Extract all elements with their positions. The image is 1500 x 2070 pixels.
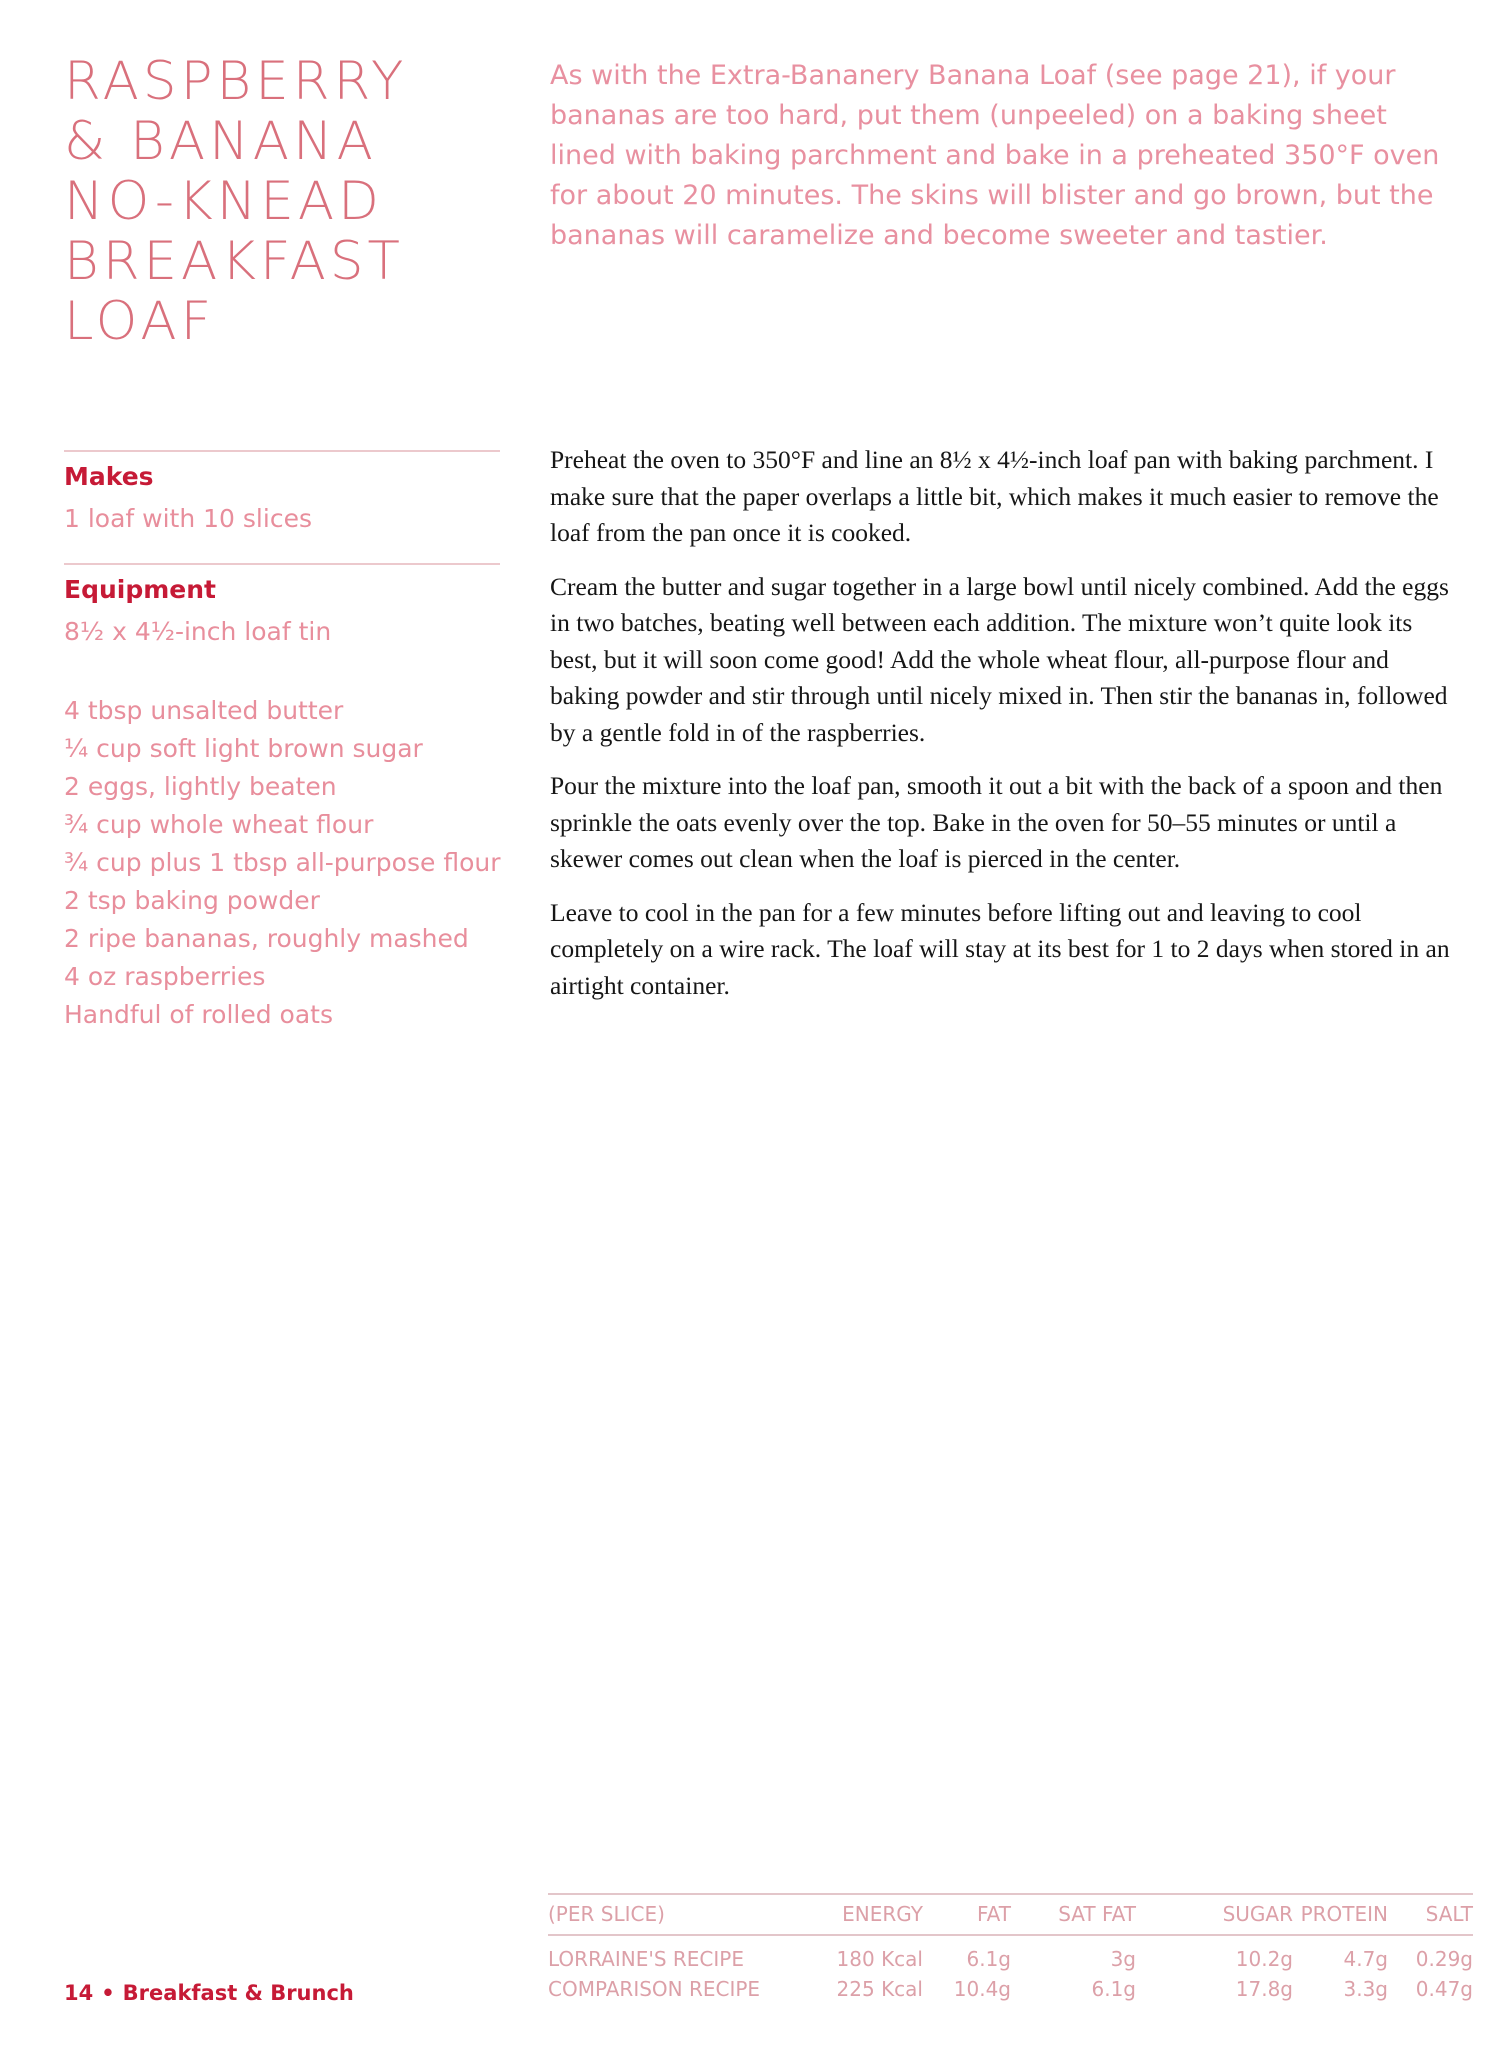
nutrition-row	[548, 1944, 1473, 1974]
ingredient-item: 4 oz raspberries	[64, 962, 266, 991]
title-line: BREAKFAST	[64, 231, 404, 292]
method-paragraph: Leave to cool in the pan for a few minutes before lifting out and leaving to cool completely on a wire rack. The loaf will stay at its best for 1 to 2 days when stored in an airtight container.	[550, 897, 1450, 1000]
ingredient-item: 2 eggs, lightly beaten	[64, 772, 337, 801]
method-paragraph: Cream the butter and sugar together in a large bowl until nicely combined. Add the eggs in two batches, beating well between each addition. The mixture won’t quite look its best, but it will soon come good! Add the whole wheat flour, all-purpose flour and baking powder and stir through until nicely mixed in. Then stir the bananas in, followed by a gentle fold in of the raspberries.	[550, 571, 1449, 747]
nutrition-cell: 10.4g	[953, 1977, 1011, 2001]
footer-separator: •	[101, 1981, 115, 2005]
nutrition-header: (PER SLICE)	[548, 1902, 665, 1926]
nutrition-header: SAT FAT	[1058, 1902, 1136, 1926]
method-paragraph: Pour the mixture into the loaf pan, smooth it out a bit with the back of a spoon and then sprinkle the oats evenly over the top. Bake in the oven for 50–55 minutes or until a skewer comes out clean when the loaf is pierced in the center.	[550, 771, 1443, 873]
nutrition-header: FAT	[976, 1902, 1011, 1926]
nutrition-cell: 4.7g	[1343, 1947, 1388, 1971]
makes-label: Makes	[64, 462, 154, 491]
title-line: NO-KNEAD	[64, 171, 383, 232]
nutrition-cell: 6.1g	[1091, 1977, 1136, 2001]
nutrition-cell: COMPARISON RECIPE	[548, 1977, 761, 2001]
title-line: LOAF	[64, 291, 216, 352]
nutrition-table	[548, 1893, 1473, 2004]
nutrition-divider	[548, 1934, 1473, 1936]
equipment-label: Equipment	[64, 575, 216, 604]
ingredient-item: 2 tsp baking powder	[64, 886, 320, 915]
nutrition-cell: 6.1g	[966, 1947, 1011, 1971]
method-steps	[550, 442, 1460, 1021]
ingredient-item: Handful of rolled oats	[64, 1000, 333, 1029]
nutrition-cell: 180 Kcal	[836, 1947, 923, 1971]
page-number: 14	[64, 1981, 94, 2005]
makes-value: 1 loaf with 10 slices	[64, 504, 312, 533]
section-name: Breakfast & Brunch	[122, 1981, 354, 2005]
title-line: & BANANA	[64, 111, 377, 172]
page-footer	[64, 1981, 354, 2005]
nutrition-cell: 3.3g	[1343, 1977, 1388, 2001]
nutrition-cell: 3g	[1110, 1947, 1136, 1971]
title-line: RASPBERRY	[64, 51, 408, 112]
ingredient-list	[64, 692, 514, 1034]
nutrition-cell: 225 Kcal	[836, 1977, 923, 2001]
nutrition-header-row	[548, 1899, 1473, 1929]
ingredient-item: ¼ cup soft light brown sugar	[64, 734, 423, 763]
nutrition-header: PROTEIN	[1300, 1902, 1388, 1926]
equipment-value: 8½ x 4½-inch loaf tin	[64, 617, 332, 646]
nutrition-cell: 0.29g	[1415, 1947, 1473, 1971]
nutrition-cell: LORRAINE'S RECIPE	[548, 1947, 744, 1971]
ingredient-item: ¾ cup plus 1 tbsp all-purpose flour	[64, 848, 501, 877]
nutrition-cell: 10.2g	[1235, 1947, 1293, 1971]
recipe-title	[64, 52, 484, 352]
sidebar-divider	[64, 450, 500, 452]
nutrition-divider	[548, 1893, 1473, 1895]
ingredient-item: 2 ripe bananas, roughly mashed	[64, 924, 469, 953]
recipe-intro: As with the Extra-Bananery Banana Loaf (see page 21), if your bananas are too hard, put them (unpeeled) on a baking sheet lined with baking parchment and bake in a preheated 350°F oven for about 20 minutes. The skins will blister and go brown, but the bananas will caramelize and become sweeter and tastier.	[550, 60, 1440, 251]
sidebar-divider	[64, 563, 500, 565]
method-paragraph: Preheat the oven to 350°F and line an 8½ x 4½-inch loaf pan with baking parchment. I make sure that the paper overlaps a little bit, which makes it much easier to remove the loaf from the pan once it is cooked.	[550, 445, 1439, 547]
nutrition-cell: 17.8g	[1235, 1977, 1293, 2001]
nutrition-cell: 0.47g	[1415, 1977, 1473, 2001]
ingredient-item: ¾ cup whole wheat flour	[64, 810, 374, 839]
nutrition-header: ENERGY	[842, 1902, 923, 1926]
nutrition-header: SALT	[1425, 1902, 1473, 1926]
nutrition-row	[548, 1974, 1473, 2004]
nutrition-header: SUGAR	[1222, 1902, 1293, 1926]
ingredient-item: 4 tbsp unsalted butter	[64, 696, 344, 725]
